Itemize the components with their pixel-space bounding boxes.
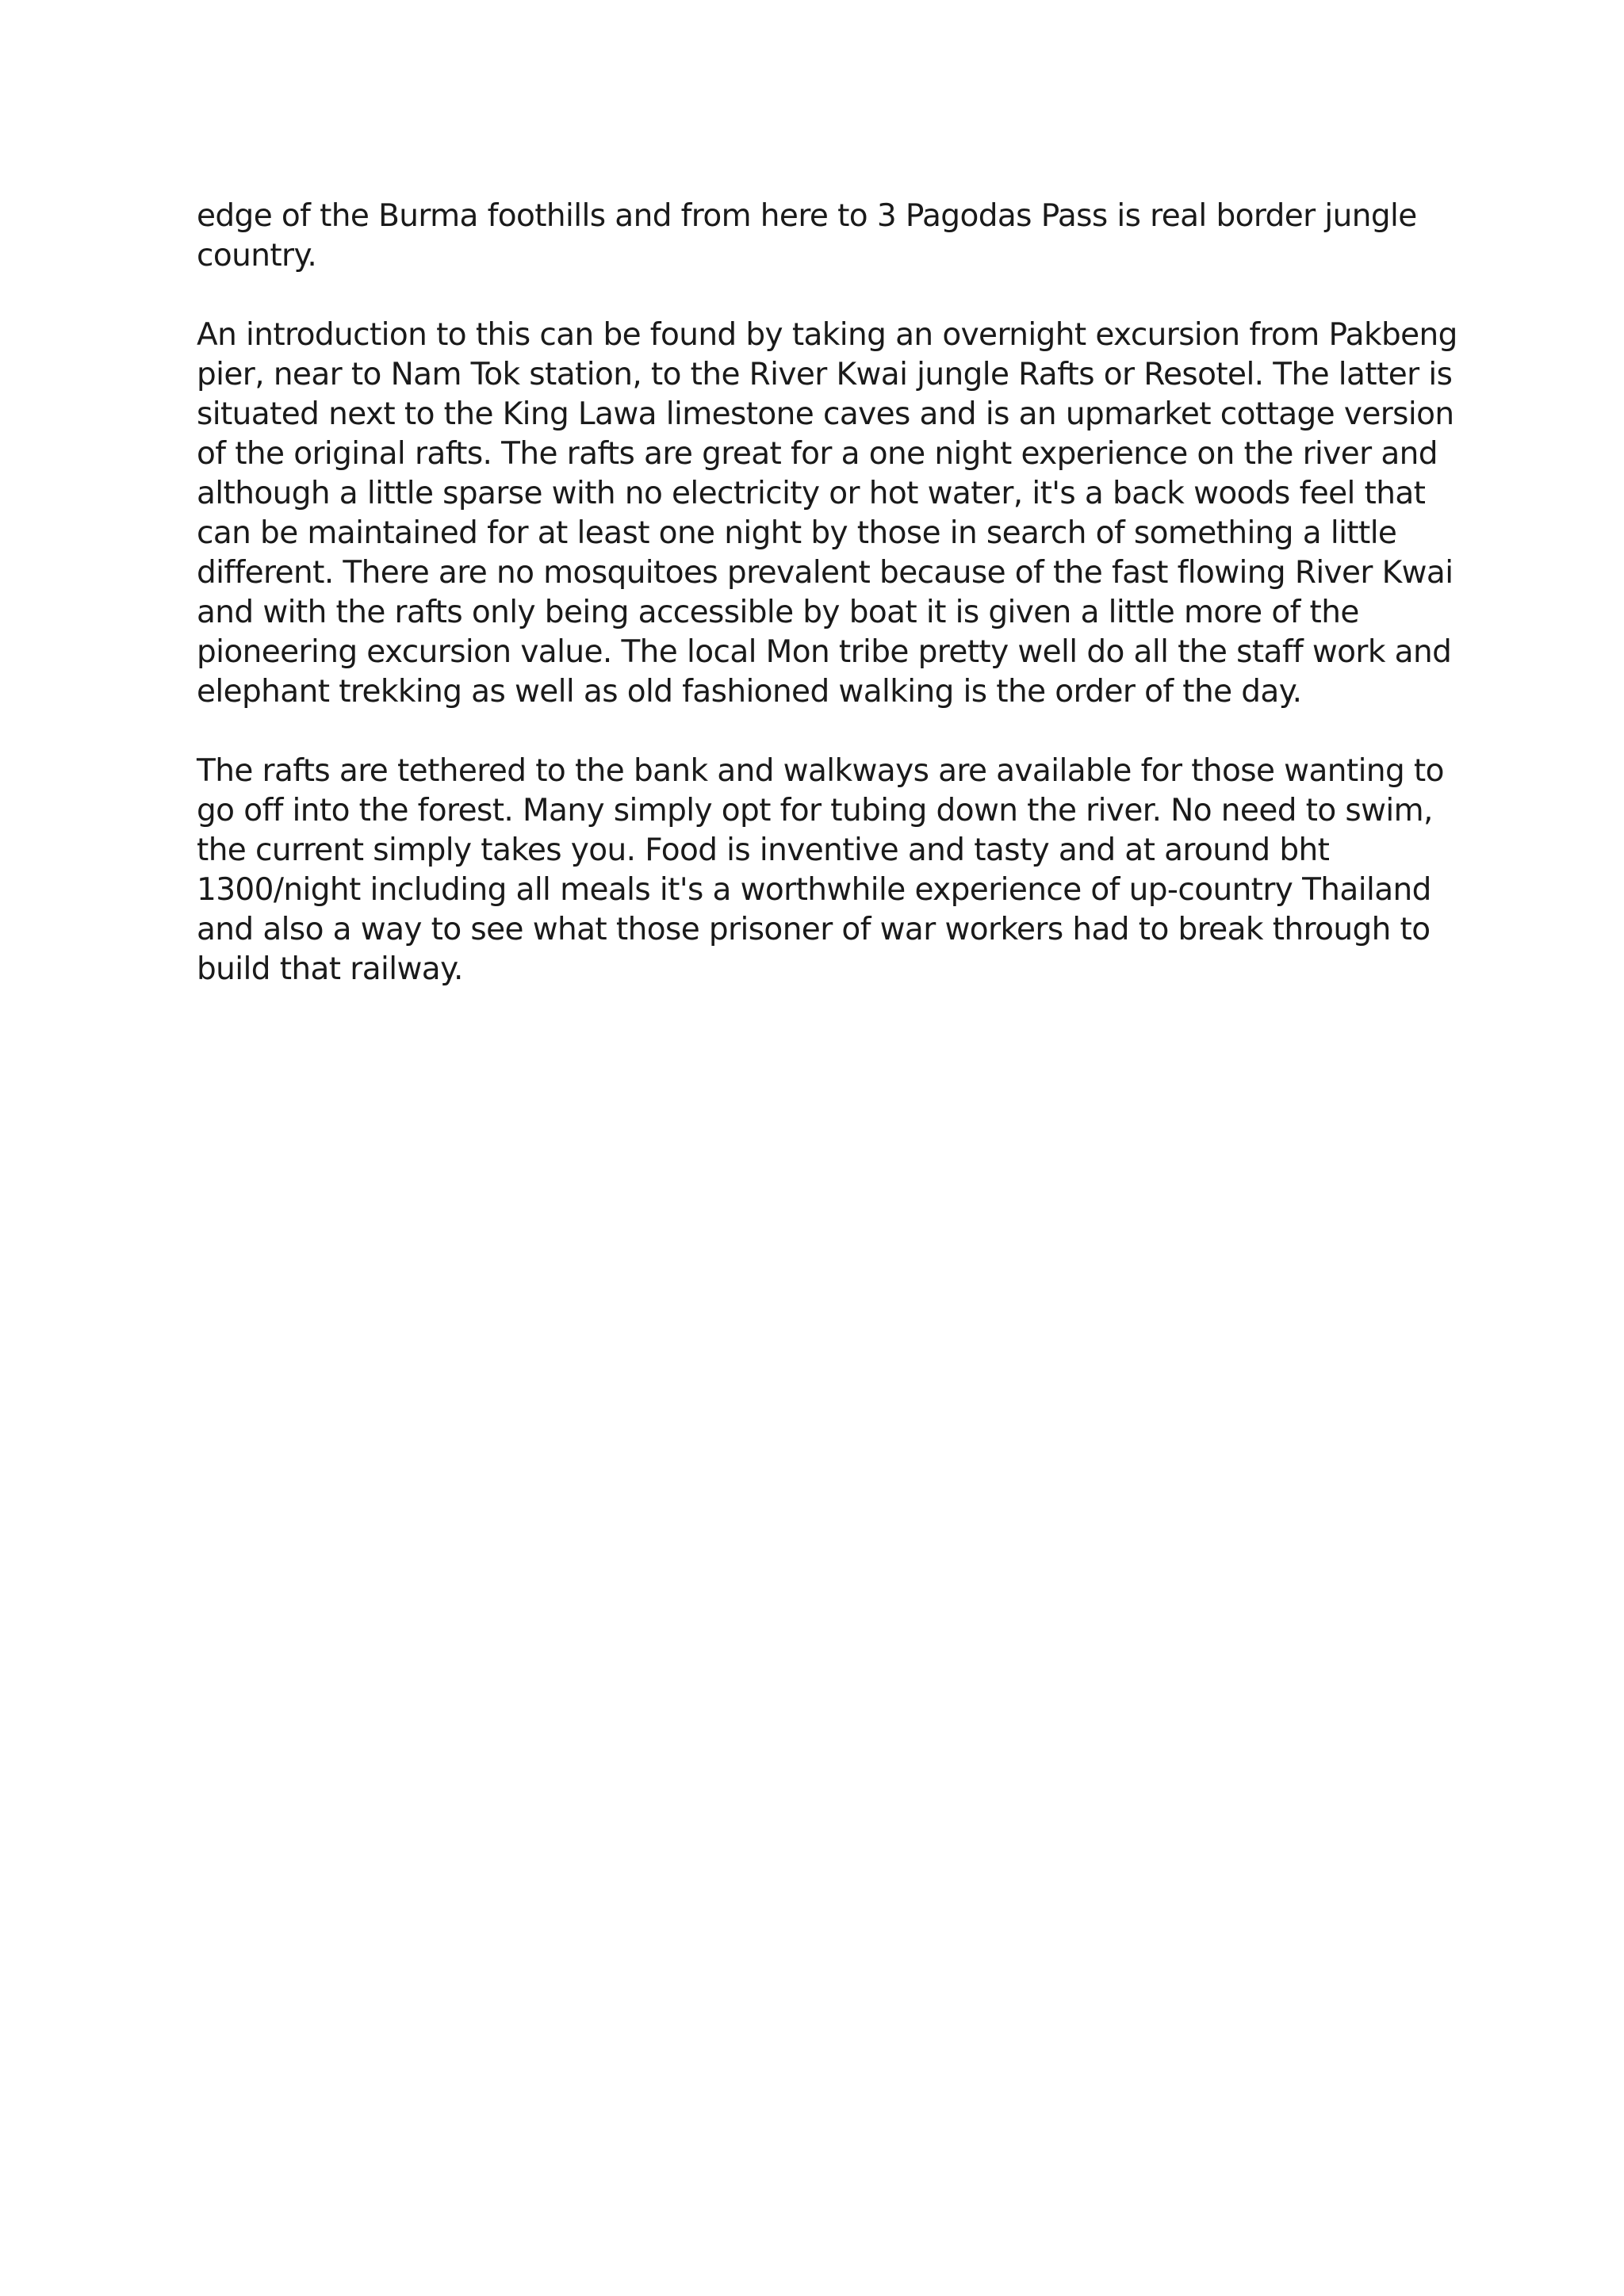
paragraph-3 — [197, 752, 1450, 989]
text-line: of the original rafts. The rafts are great for a one night experience on the river and — [197, 436, 1438, 472]
text-line: the current simply takes you. Food is inventive and tasty and at around bht — [197, 832, 1330, 868]
paragraph-1 — [197, 197, 1450, 276]
text-line: country. — [197, 238, 317, 274]
text-line: edge of the Burma foothills and from here to 3 Pagodas Pass is real border jungle — [197, 198, 1417, 234]
text-line: although a little sparse with no electricity or hot water, it's a back woods feel that — [197, 476, 1426, 511]
text-line: pier, near to Nam Tok station, to the River Kwai jungle Rafts or Resotel. The latter is — [197, 357, 1453, 392]
text-line: 1300/night including all meals it's a worthwhile experience of up-country Thailand — [197, 872, 1431, 908]
text-line: The rafts are tethered to the bank and walkways are available for those wanting to — [197, 753, 1444, 789]
text-line: elephant trekking as well as old fashioned walking is the order of the day. — [197, 674, 1302, 710]
text-line: pioneering excursion value. The local Mon tribe pretty well do all the staff work and — [197, 634, 1452, 670]
text-line: go off into the forest. Many simply opt for tubing down the river. No need to swim, — [197, 793, 1433, 828]
text-line: situated next to the King Lawa limestone caves and is an upmarket cottage version — [197, 396, 1454, 432]
text-line: and with the rafts only being accessible by boat it is given a little more of the — [197, 595, 1359, 630]
text-line: An introduction to this can be found by taking an overnight excursion from Pakbeng — [197, 317, 1457, 353]
document-body — [197, 197, 1457, 989]
paragraph-2 — [197, 316, 1457, 712]
text-line: and also a way to see what those prisoner of war workers had to break through to — [197, 912, 1431, 947]
text-line: build that railway. — [197, 951, 463, 987]
text-line: can be maintained for at least one night by those in search of something a little — [197, 515, 1397, 551]
text-line: different. There are no mosquitoes prevalent because of the fast flowing River Kwai — [197, 555, 1454, 591]
